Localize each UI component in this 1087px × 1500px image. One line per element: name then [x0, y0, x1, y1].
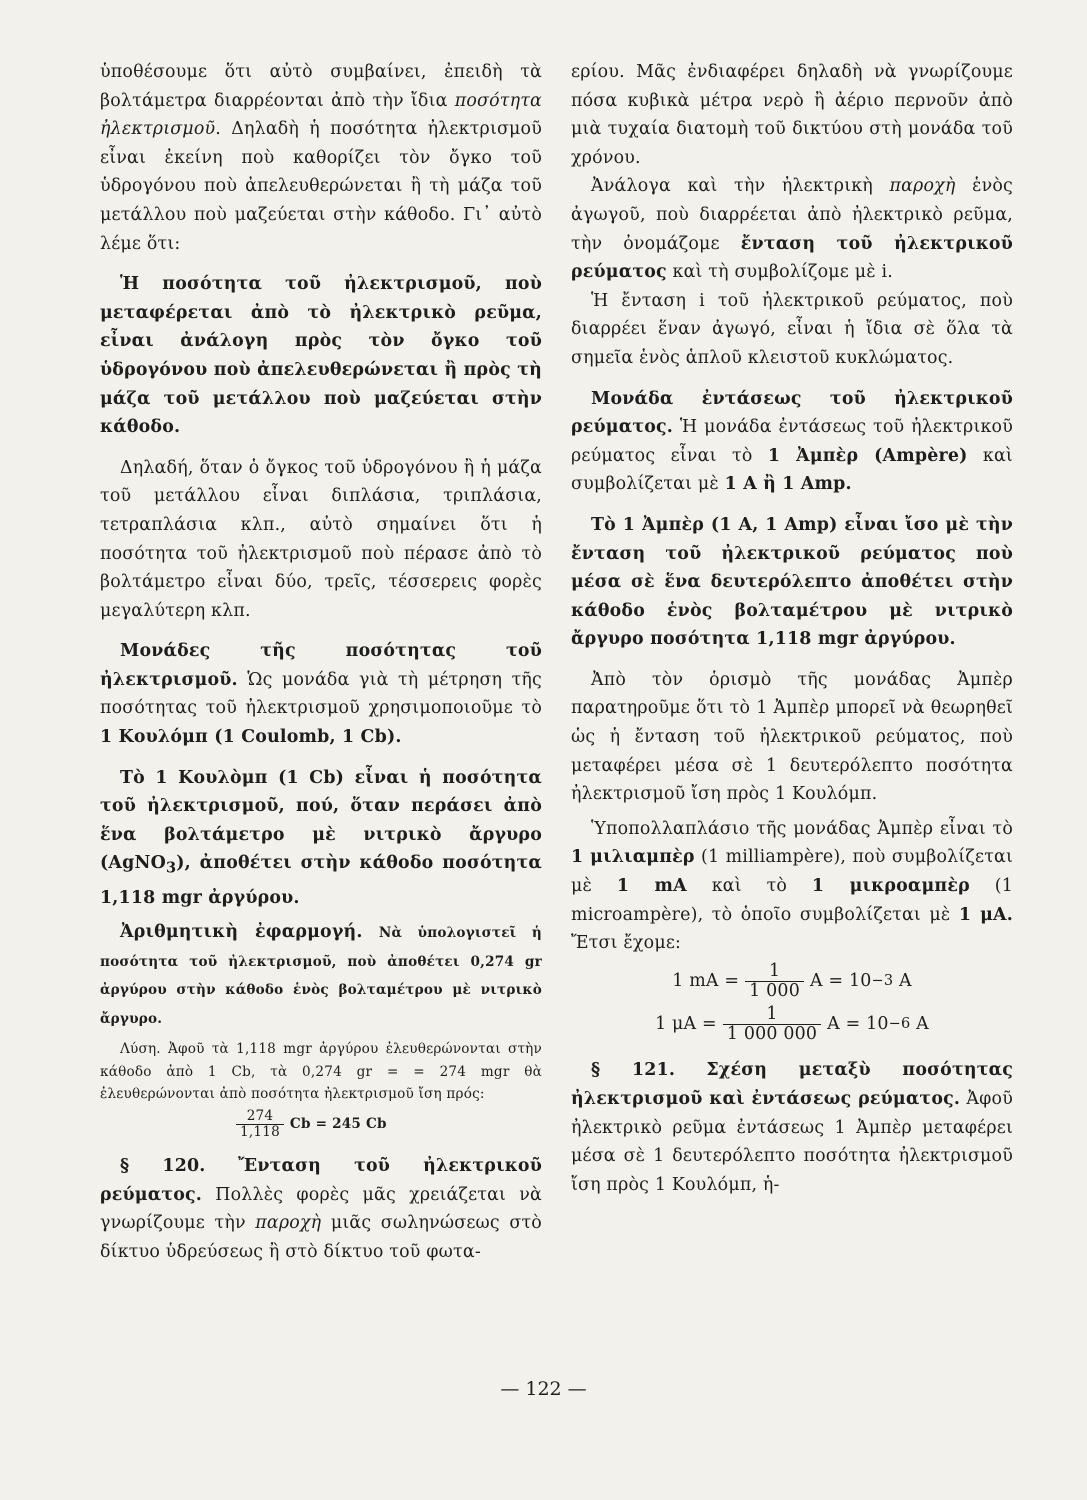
page-number: — 122 —	[500, 1378, 587, 1400]
paragraph: ερίου. Μᾶς ἐνδιαφέρει δηλαδὴ νὰ γνωρίζουμε πόσα κυβικὰ μέτρα νερὸ ἢ ἀέριο περνοῦν ἀπὸ μιὰ τυχαία διατομὴ τοῦ δικτύου στὴ μονάδα τοῦ χρόνου.	[571, 62, 1013, 168]
section-title: Σχέση μεταξὺ ποσότητας ἠλεκτρισμοῦ καὶ ἐντάσεως ρεύματος.	[571, 1060, 1013, 1109]
section-number: § 121.	[591, 1060, 676, 1081]
paragraph: Ἀπὸ τὸν ὁρισμὸ τῆς μονάδας Ἀμπὲρ παρατηροῦμε ὅτι τὸ 1 Ἀμπὲρ μπορεῖ νὰ θεωρηθεῖ ὡς ἡ ἔνταση τοῦ ἠλεκτρικοῦ ρεύματος, ποὺ μεταφέρει μέσα σὲ 1 δευτερόλεπτο ποσότητα ἠλεκτρισμοῦ ἴση πρὸς 1 Κουλόμπ.	[571, 669, 1013, 805]
ampere-definition: Τὸ 1 Ἀμπὲρ (1 A, 1 Amp) εἶναι ἴσο μὲ τὴν ἔνταση τοῦ ἠλεκτρικοῦ ρεύματος ποὺ μέσα σὲ ἕνα δευτερόλεπτο ἀποθέτει στὴν κάθοδο ἑνὸς βολταμέτρου μὲ νιτρικὸ ἄργυρο ποσότητα 1,118 mgr ἀργύρου.	[571, 514, 1013, 650]
right-column	[571, 58, 1013, 1199]
units-paragraph: Μονάδες τῆς ποσότητας τοῦ ἠλεκτρισμοῦ. Ὡς μονάδα γιὰ τὴ μέτρηση τῆς ποσότητας τοῦ ἠλεκτρισμοῦ χρησιμοποιοῦμε τὸ 1 Κουλόμπ (1 Coulomb, 1 Cb).	[100, 641, 542, 748]
section-title: Ἔνταση τοῦ ἠλεκτρικοῦ ρεύματος.	[100, 1155, 542, 1205]
equation-milliampere: 1 mA = $\frac{1}{1 000}$ A = 10 −3 A	[672, 960, 912, 1001]
paragraph: Ἡ ἔνταση i τοῦ ἠλεκτρικοῦ ρεύματος, ποὺ διαρρέει ἕναν ἀγωγό, εἶναι ἡ ἴδια σὲ ὅλα τὰ σημεῖα ἑνὸς ἁπλοῦ κλειστοῦ κυκλώματος.	[571, 290, 1013, 368]
solution-fraction: $\frac{274}{1,118}$ Cb = 245 Cb	[100, 1109, 542, 1140]
equation-microampere: 1 μA = $\frac{1}{1 000 000}$ A = 10 −6 A	[655, 1004, 929, 1045]
unit-heading: Μονάδα ἐντάσεως τοῦ ἠλεκτρικοῦ ρεύματος.	[571, 388, 1013, 438]
coulomb-definition: Τὸ 1 Κουλὸμπ (1 Cb) εἶναι ἡ ποσότητα τοῦ ἠλεκτρισμοῦ, πού, ὅταν περάσει ἀπὸ ἕνα βολτάμετρο μὲ νιτρικὸ ἄργυρο (AgNO$_3$), ἀποθέτει στὴν κάθοδο ποσότητα 1,118 mgr ἀργύρου.	[100, 767, 542, 908]
numerical-application: Ἀριθμητικὴ ἐφαρμογή. Νὰ ὑπολογιστεῖ ἡ ποσότητα τοῦ ἠλεκτρισμοῦ, ποὺ ἀποθέτει 0,274 gr ἀργύρου στὴν κάθοδο ἑνὸς βολταμέτρου μὲ νιτρικὸ ἄργυρο.	[100, 922, 543, 1027]
unit-paragraph: Μονάδα ἐντάσεως τοῦ ἠλεκτρικοῦ ρεύματος. Ἡ μονάδα ἐντάσεως τοῦ ἠλεκτρικοῦ ρεύματος εἶναι τὸ 1 Ἀμπὲρ (Ampère) καὶ συμβολίζεται μὲ 1 A ἢ 1 Amp.	[571, 388, 1013, 495]
paragraph: Δηλαδή, ὅταν ὁ ὄγκος τοῦ ὑδρογόνου ἢ ἡ μάζα τοῦ μετάλλου εἶναι διπλάσια, τριπλάσια, τετραπλάσια κλπ., αὐτὸ σημαίνει ὅτι ἡ ποσότητα τοῦ ἠλεκτρισμοῦ ποὺ πέρασε ἀπὸ τὸ βολτάμετρο εἶναι δύο, τρεῖς, τέσσερεις φορὲς μεγαλύτερη κλπ.	[100, 457, 542, 621]
section-121: § 121. Σχέση μεταξὺ ποσότητας ἠλεκτρισμοῦ καὶ ἐντάσεως ρεύματος. Ἀφοῦ ἠλεκτρικὸ ρεῦμα ἐντάσεως 1 Ἀμπὲρ μεταφέρει μέσα σὲ 1 δευτερόλεπτο ποσότητα ἠλεκτρισμοῦ ἴση πρὸς 1 Κουλόμπ, ἡ-	[571, 1060, 1013, 1195]
left-column	[100, 58, 542, 1266]
paragraph: Ἀνάλογα καὶ τὴν ἠλεκτρικὴ παροχὴ ἑνὸς ἀγωγοῦ, ποὺ διαρρέεται ἀπὸ ἠλεκτρικὸ ρεῦμα, τὴν ὀνομάζομε ἔνταση τοῦ ἠλεκτρικοῦ ρεύματος καὶ τὴ συμβολίζομε μὲ i.	[571, 176, 1013, 283]
law-statement: Ἡ ποσότητα τοῦ ἠλεκτρισμοῦ, ποὺ μεταφέρεται ἀπὸ τὸ ἠλεκτρικὸ ρεῦμα, εἶναι ἀνάλογη πρὸς τὸν ὄγκο τοῦ ὑδρογόνου ποὺ ἀπελευθερώνεται ἢ πρὸς τὴ μάζα τοῦ μετάλλου ποὺ μαζεύεται στὴν κάθοδο.	[100, 274, 542, 438]
fraction: $\frac{1}{1 000 000}$	[723, 1005, 821, 1044]
section-120: § 120. Ἔνταση τοῦ ἠλεκτρικοῦ ρεύματος. Πολλὲς φορὲς μᾶς χρειάζεται νὰ γνωρίζουμε τὴν παροχὴ μιᾶς σωληνώσεως στὸ δίκτυο ὑδρεύσεως ἢ στὸ δίκτυο τοῦ φωτα-	[100, 1155, 542, 1262]
section-number: § 120.	[120, 1155, 206, 1176]
solution: Λύση. Ἀφοῦ τὰ 1,118 mgr ἀργύρου ἐλευθερώνονται στὴν κάθοδο ἀπὸ 1 Cb, τὰ 0,274 gr = = 274 mgr θὰ ἐλευθερώνονται ἀπὸ ποσότητα ἠλεκτρισμοῦ ἴση πρός:	[100, 1041, 542, 1102]
fraction: $\frac{1}{1 000}$	[745, 962, 804, 1001]
paragraph: ὑποθέσουμε ὅτι αὐτὸ συμβαίνει, ἐπειδὴ τὰ βολτάμετρα διαρρέονται ἀπὸ τὴν ἴδια ποσότητα ἠλεκτρισμοῦ. Δηλαδὴ ἡ ποσότητα ἠλεκτρισμοῦ εἶναι ἐκείνη ποὺ καθορίζει τὸν ὄγκο τοῦ ὑδρογόνου ποὺ ἀπελευθερώνεται ἢ τὴ μάζα τοῦ μετάλλου ποὺ μαζεύεται στὴν κάθοδο. Γι᾿ αὐτὸ λέμε ὅτι:	[100, 62, 542, 254]
units-heading: Μονάδες τῆς ποσότητας τοῦ ἠλεκτρισμοῦ.	[100, 641, 542, 690]
paragraph: Ὑποπολλαπλάσιο τῆς μονάδας Ἀμπὲρ εἶναι τὸ 1 μιλιαμπὲρ (1 milliampère), ποὺ συμβολίζεται μὲ 1 mA καὶ τὸ 1 μικροαμπὲρ (1 microampère), τὸ ὁποῖο συμβολίζεται μὲ 1 μA. Ἔτσι ἔχομε:	[571, 818, 1013, 954]
fraction: $\frac{274}{1,118}$	[236, 1109, 284, 1140]
